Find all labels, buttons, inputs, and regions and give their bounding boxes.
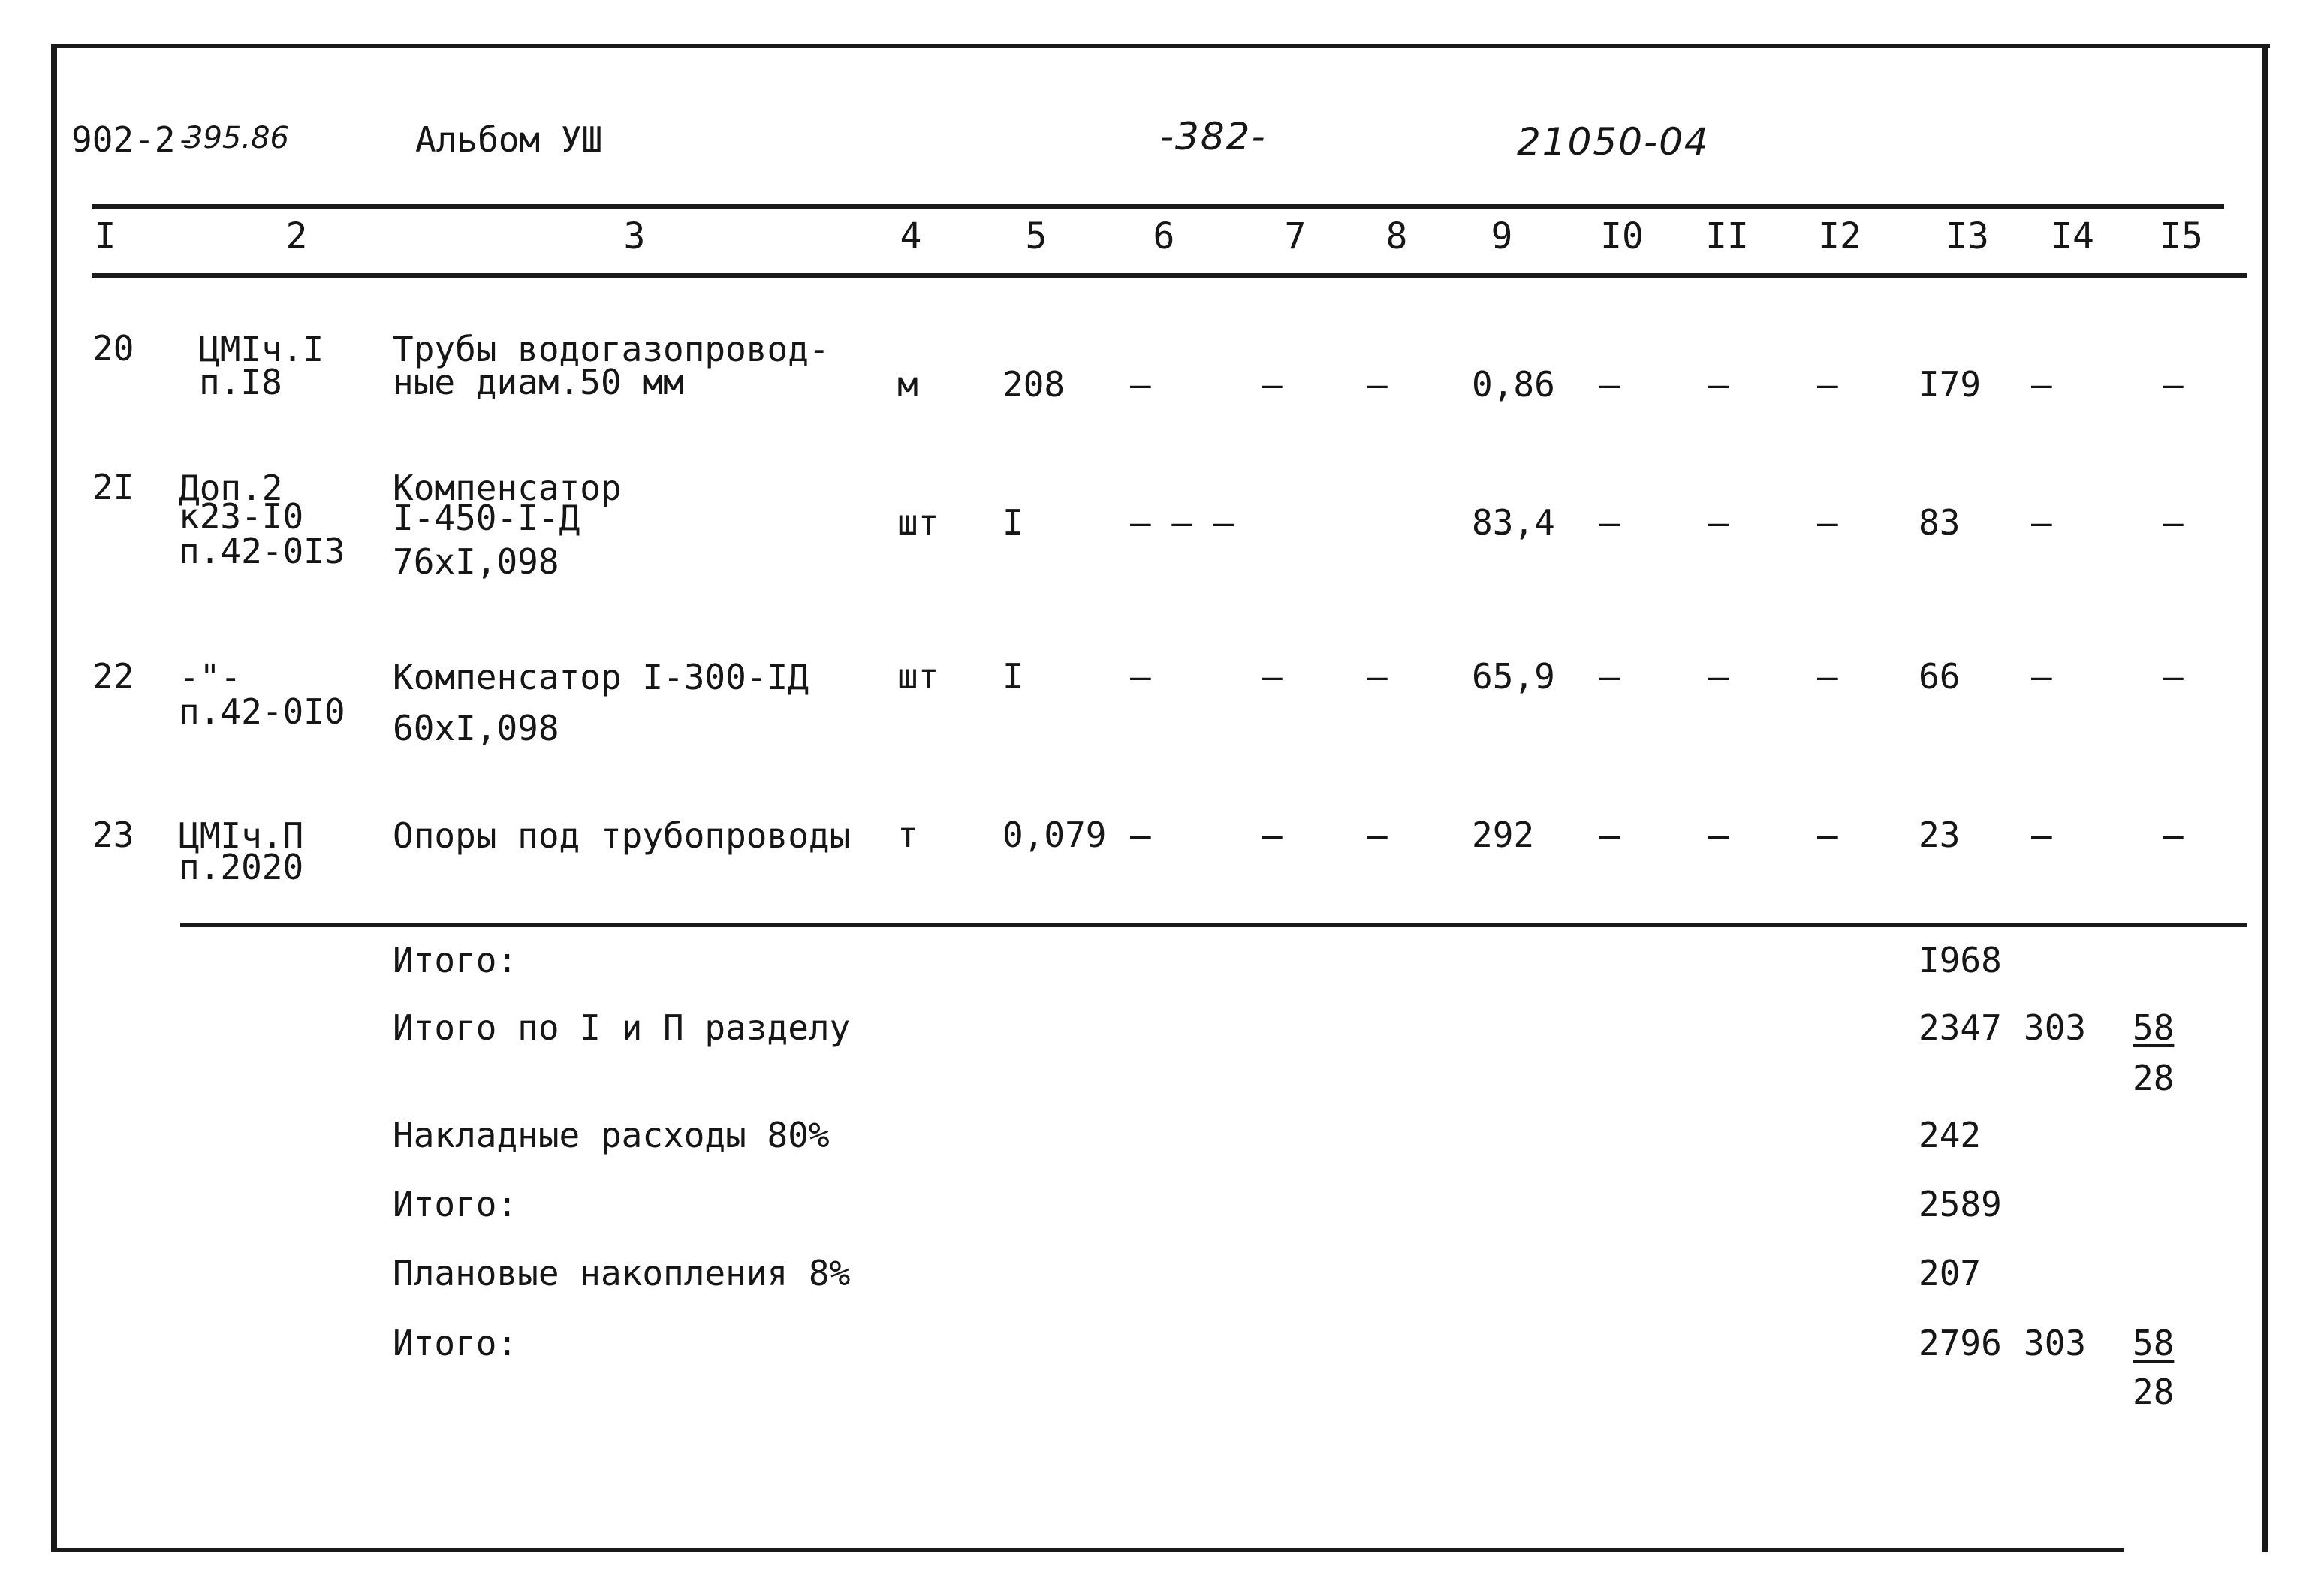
column-number: I5 [2160, 215, 2203, 257]
totals-separator [180, 923, 2247, 927]
total-col15-numerator: 58 [2133, 1323, 2175, 1363]
frame-top-border [51, 44, 2270, 48]
row-reference: -"- п.42-0I0 [179, 657, 345, 732]
row-unit: шт [897, 656, 939, 697]
total-col13: 2796 [1919, 1323, 2002, 1363]
row-col14: – [2031, 502, 2052, 543]
row-col6: – [1130, 815, 1151, 855]
row-col15: – [2163, 815, 2184, 855]
row-col14: – [2031, 815, 2052, 855]
row-col10: – [1599, 364, 1620, 405]
row-description: Трубы водогазопровод- ные диам.50 мм [393, 329, 830, 402]
row-col13: 23 [1919, 815, 1961, 855]
row-reference: ЦМIч.П п.2020 [179, 815, 304, 887]
row-col12: – [1817, 656, 1838, 697]
row-col15: – [2163, 502, 2184, 543]
row-col11: – [1708, 815, 1729, 855]
total-col13: 2589 [1919, 1184, 2002, 1224]
row-col9: 0,86 [1472, 364, 1555, 405]
total-col15-denominator: 28 [2133, 1058, 2175, 1098]
column-number: 5 [1025, 215, 1047, 257]
frame-left-border [51, 44, 57, 1552]
row-number: 2I [92, 467, 134, 507]
column-number: I [94, 215, 116, 257]
album-label: Альбом УШ [415, 119, 603, 160]
row-col12: – [1817, 502, 1838, 543]
row-reference: ЦМIч.I п.I8 [199, 329, 324, 402]
total-label: Итого: [393, 1184, 518, 1224]
row-col6: – [1130, 364, 1151, 405]
column-number: I2 [1818, 215, 1861, 257]
row-col8: – [1367, 815, 1388, 855]
column-number: 8 [1385, 215, 1408, 257]
doc-number-prefix: 902-2- [71, 119, 197, 160]
row-reference: Доп.2 к23-I0 п.42-0I3 [179, 468, 345, 571]
total-col13: 2347 [1919, 1007, 2002, 1048]
row-col12: – [1817, 364, 1838, 405]
page-number: -382- [1160, 115, 1267, 158]
row-col7: – [1262, 656, 1283, 697]
row-col14: – [2031, 364, 2052, 405]
row-col11: – [1708, 364, 1729, 405]
row-col6: – [1130, 656, 1151, 697]
total-label: Итого по I и П разделу [393, 1007, 851, 1048]
total-col13: 207 [1919, 1253, 1982, 1293]
frame-right-border [2262, 44, 2268, 1552]
row-col5: 0,079 [1002, 815, 1107, 855]
row-col5: I [1002, 502, 1023, 543]
document-code: 21050-04 [1517, 120, 1710, 164]
row-col9: 65,9 [1472, 656, 1555, 697]
total-label: Итого: [393, 1323, 518, 1363]
row-number: 23 [92, 815, 134, 855]
total-label: Итого: [393, 940, 518, 980]
row-col13: 83 [1919, 502, 1961, 543]
row-col7: – [1262, 815, 1283, 855]
row-col5: I [1002, 656, 1023, 697]
row-description: Компенсатор I-450-I-Д 76хI,098 [393, 468, 622, 582]
total-col15-numerator: 58 [2133, 1007, 2175, 1048]
row-col15: – [2163, 364, 2184, 405]
row-col9: 83,4 [1472, 502, 1555, 543]
row-col10: – [1599, 815, 1620, 855]
row-number: 20 [92, 328, 134, 369]
frame-bottom-border [51, 1548, 2124, 1552]
row-col13: I79 [1919, 364, 1982, 405]
row-unit: т [897, 815, 918, 855]
row-col8: – [1367, 364, 1388, 405]
column-number: II [1705, 215, 1749, 257]
column-number: 3 [623, 215, 646, 257]
row-description: Опоры под трубопроводы [393, 815, 851, 856]
header-rule-top [92, 204, 2224, 209]
row-number: 22 [92, 656, 134, 697]
row-col5: 208 [1002, 364, 1066, 405]
column-number: 4 [900, 215, 922, 257]
column-number: 2 [285, 215, 308, 257]
total-col13: I968 [1919, 940, 2002, 980]
total-label: Накладные расходы 80% [393, 1115, 830, 1155]
row-unit: шт [897, 502, 939, 543]
column-number: 7 [1284, 215, 1307, 257]
row-col10: – [1599, 502, 1620, 543]
row-col15: – [2163, 656, 2184, 697]
doc-number-suffix: 395.86 [184, 121, 289, 155]
total-col14: 303 [2024, 1007, 2087, 1048]
column-number: 6 [1153, 215, 1175, 257]
row-col14: – [2031, 656, 2052, 697]
row-unit: м [897, 364, 918, 405]
header-rule-bottom [92, 273, 2247, 278]
row-description: Компенсатор I-300-IД 60хI,098 [393, 657, 809, 748]
total-col15-denominator: 28 [2133, 1372, 2175, 1412]
row-col8: – [1367, 656, 1388, 697]
row-col11: – [1708, 502, 1729, 543]
column-number: I3 [1946, 215, 1989, 257]
total-col14: 303 [2024, 1323, 2087, 1363]
row-col6: – – – [1130, 502, 1234, 543]
row-col12: – [1817, 815, 1838, 855]
row-col9: 292 [1472, 815, 1535, 855]
total-label: Плановые накопления 8% [393, 1253, 851, 1293]
total-col13: 242 [1919, 1115, 1982, 1155]
column-number: 9 [1491, 215, 1513, 257]
column-number: I0 [1600, 215, 1644, 257]
row-col13: 66 [1919, 656, 1961, 697]
row-col10: – [1599, 656, 1620, 697]
column-number: I4 [2051, 215, 2094, 257]
row-col11: – [1708, 656, 1729, 697]
row-col7: – [1262, 364, 1283, 405]
